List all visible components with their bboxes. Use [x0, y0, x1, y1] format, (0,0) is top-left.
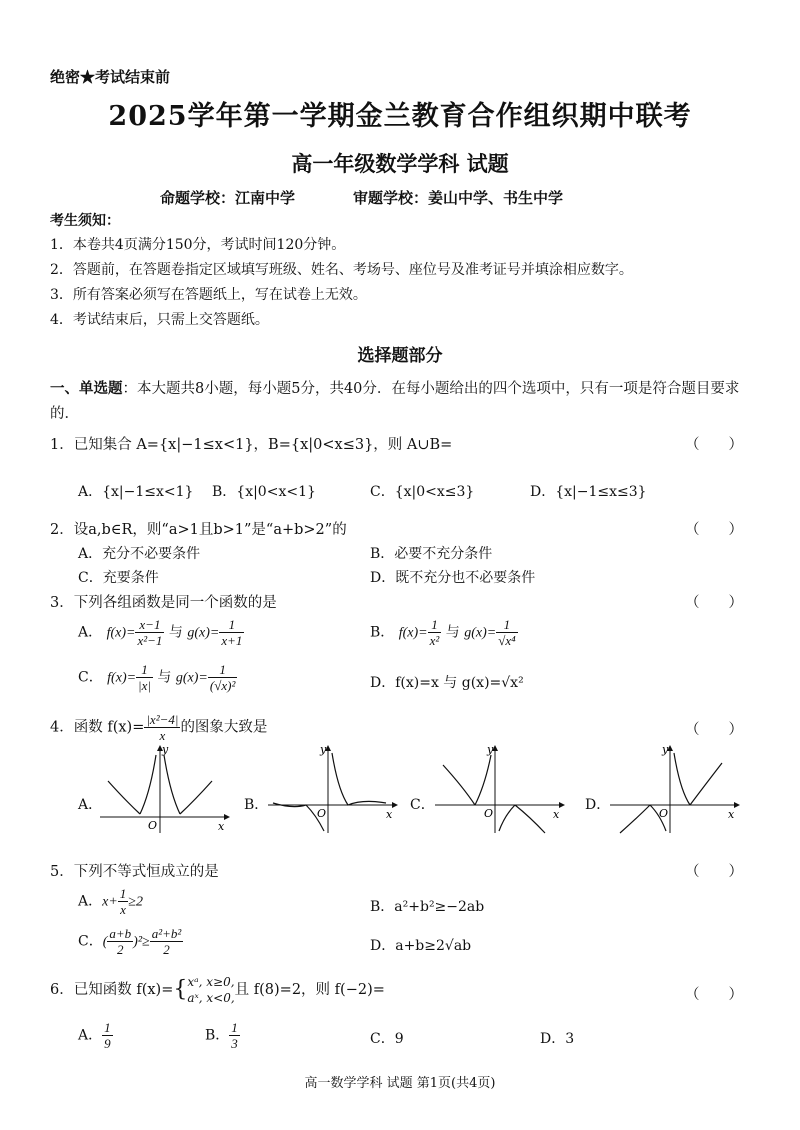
q4-label-c: C．	[410, 797, 435, 813]
notice-item: 2．答题前，在答题卷指定区域填写班级、姓名、考场号、座位号及准考证号并填涂相应数字。	[50, 262, 633, 278]
notice-item: 1．本卷共4页满分150分，考试时间120分钟。	[50, 237, 346, 253]
part-label: 一、单选题	[50, 380, 123, 397]
section-title: 选择题部分	[357, 346, 443, 366]
curve	[164, 755, 180, 814]
x-arrow	[559, 802, 565, 808]
part-intro	[50, 376, 755, 427]
q4-graph-c	[435, 745, 565, 835]
numerator: 1	[231, 1020, 238, 1035]
answer-paren: （ ）	[685, 522, 743, 538]
q1-option-d: D．{x|−1≤x≤3}	[530, 484, 647, 500]
case-2: aˣ, x<0,	[187, 991, 235, 1005]
q3-option-b	[370, 617, 518, 648]
q2-option-c: C．充要条件	[78, 570, 159, 586]
option-label: A．	[78, 893, 103, 910]
denominator: x+1	[221, 633, 243, 648]
q6-option-d: D．3	[540, 1031, 575, 1047]
axis-y-label: y	[162, 745, 169, 756]
axis-x-label: x	[218, 820, 225, 833]
exam-title: 2025学年第一学期金兰教育合作组织期中联考	[108, 101, 692, 132]
q1-option-a: A．{x|−1≤x<1}	[78, 484, 194, 500]
stem-text: 4．函数 f(x)=	[50, 719, 145, 736]
origin-label: O	[484, 807, 494, 820]
conj: 与	[157, 669, 172, 686]
denominator: √x⁴	[498, 633, 516, 648]
math-text: )²≥	[133, 934, 150, 950]
fraction	[150, 926, 184, 957]
curve	[332, 753, 386, 805]
stem-text: 且 f(8)=2，则 f(−2)=	[234, 982, 385, 998]
denominator: x	[159, 728, 166, 743]
case-1: xᵃ, x≥0,	[187, 975, 235, 989]
q6-option-b	[205, 1020, 240, 1051]
fraction	[496, 617, 517, 648]
q1-option-b: B．{x|0<x<1}	[212, 484, 316, 500]
math-text: (	[102, 934, 108, 950]
math-text: f(x)=	[106, 625, 136, 641]
axis-y-label: y	[320, 745, 327, 756]
question-3-stem: 3．下列各组函数是同一个函数的是	[50, 595, 277, 611]
numerator: a+b	[109, 926, 132, 941]
q5-option-a	[78, 886, 143, 917]
origin-label: O	[148, 819, 158, 832]
denominator: x²−1	[137, 633, 163, 648]
axis-x-label: x	[386, 808, 393, 821]
option-label: A．	[78, 624, 103, 641]
numerator: 1	[208, 662, 237, 678]
curve	[690, 763, 722, 805]
fraction	[208, 662, 237, 693]
page-footer: 高一数学学科 试题 第1页(共4页)	[304, 1076, 496, 1091]
option-label: C．	[78, 669, 103, 686]
q2-option-b: B．必要不充分条件	[370, 546, 493, 562]
numerator: 1	[136, 662, 153, 678]
numerator: x−1	[135, 617, 164, 633]
fraction	[102, 1020, 113, 1051]
numerator: 1	[119, 886, 127, 901]
curve	[108, 781, 140, 814]
numerator: 1	[428, 617, 442, 633]
numerator: 1	[496, 617, 517, 633]
stem-text: 的图象大致是	[180, 719, 268, 736]
curve	[443, 765, 475, 805]
option-label: C．	[78, 933, 103, 950]
denominator: 9	[104, 1036, 111, 1051]
axis-y-label: y	[662, 745, 669, 756]
conj: 与	[445, 624, 460, 641]
notice-heading: 考生须知：	[50, 213, 120, 229]
fraction	[144, 712, 180, 743]
stem-text: 6．已知函数 f(x)=	[50, 982, 174, 998]
notice-item: 4．考试结束后，只需上交答题纸。	[50, 312, 269, 328]
x-arrow	[392, 802, 398, 808]
origin-label: O	[659, 807, 669, 820]
fraction	[229, 1020, 240, 1051]
setter-school: 命题学校：江南中学	[160, 189, 296, 207]
question-5-stem: 5．下列不等式恒成立的是	[50, 864, 219, 880]
numerator: 1	[104, 1020, 111, 1035]
q4-graph-d	[610, 745, 740, 835]
school-info	[160, 187, 563, 208]
q2-option-a: A．充分不必要条件	[78, 546, 201, 562]
curve	[674, 753, 690, 805]
math-text: g(x)=	[187, 625, 220, 641]
curve	[140, 755, 156, 814]
q4-label-d: D．	[585, 797, 611, 813]
math-text: g(x)=	[464, 625, 497, 641]
question-1-stem: 1．已知集合 A={x|−1≤x<1}，B={x|0<x≤3}，则 A∪B=	[50, 437, 453, 453]
q5-option-b: B．a²+b²≥−2ab	[370, 899, 485, 915]
denominator: 2	[163, 942, 170, 957]
option-label: A．	[78, 1027, 103, 1044]
numerator: |x²−4|	[146, 712, 179, 727]
denominator: (√x)²	[209, 678, 236, 693]
denominator: 3	[231, 1036, 238, 1051]
math-text: x+	[102, 894, 118, 910]
brace: {	[173, 977, 188, 1002]
denominator: x	[120, 902, 126, 917]
q3-option-a	[78, 617, 244, 648]
q6-option-a	[78, 1020, 113, 1051]
math-text: g(x)=	[175, 670, 208, 686]
axis-x-label: x	[553, 808, 560, 821]
question-6-stem	[50, 973, 385, 1007]
q5-option-d: D．a+b≥2√ab	[370, 938, 472, 954]
denominator: x²	[429, 633, 440, 648]
question-2-stem: 2．设a,b∈R，则“a>1且b>1”是“a+b>2”的	[50, 522, 347, 538]
q2-option-d: D．既不充分也不必要条件	[370, 570, 536, 586]
curve	[515, 805, 545, 833]
axis-y-label: y	[487, 745, 494, 756]
answer-paren: （ ）	[685, 437, 743, 453]
curve	[499, 805, 515, 831]
q1-option-c: C．{x|0<x≤3}	[370, 484, 475, 500]
answer-paren: （ ）	[685, 987, 743, 1003]
q4-graph-a	[100, 745, 230, 835]
fraction	[107, 926, 133, 957]
notice-item: 3．所有答案必须写在答题纸上，写在试卷上无效。	[50, 287, 367, 303]
axis-x-label: x	[728, 808, 735, 821]
conj: 与	[168, 624, 183, 641]
q4-label-b: B．	[244, 797, 269, 813]
confidential-mark: 绝密★考试结束前	[50, 68, 171, 86]
fraction	[118, 886, 129, 917]
q4-label-a: A．	[78, 797, 103, 813]
q5-option-c	[78, 926, 183, 957]
q6-option-c: C．9	[370, 1031, 404, 1047]
origin-label: O	[317, 807, 327, 820]
fraction	[136, 662, 153, 693]
q4-graph-b	[268, 745, 398, 835]
fraction	[219, 617, 244, 648]
option-label: B．	[205, 1027, 230, 1044]
x-arrow	[734, 802, 740, 808]
option-label: B．	[370, 624, 395, 641]
curve	[620, 805, 650, 833]
answer-paren: （ ）	[685, 722, 743, 738]
q3-option-c	[78, 662, 237, 693]
numerator: 1	[219, 617, 244, 633]
question-4-stem	[50, 712, 267, 743]
math-text: f(x)=	[398, 625, 428, 641]
curve	[180, 781, 212, 814]
fraction	[428, 617, 442, 648]
piecewise-cases	[187, 974, 234, 1006]
answer-paren: （ ）	[685, 595, 743, 611]
exam-subtitle: 高一年级数学学科 试题	[291, 151, 509, 176]
reviewer-school: 审题学校：姜山中学、书生中学	[353, 189, 564, 207]
x-arrow	[224, 814, 230, 820]
numerator: a²+b²	[151, 926, 182, 941]
denominator: |x|	[138, 678, 151, 693]
answer-paren: （ ）	[685, 864, 743, 880]
curve	[475, 755, 491, 805]
q3-option-d: D．f(x)=x 与 g(x)=√x²	[370, 675, 524, 691]
fraction	[135, 617, 164, 648]
math-text: f(x)=	[107, 670, 137, 686]
math-text: ≥2	[128, 894, 143, 910]
part-text: ：本大题共8小题，每小题5分，共40分．在每小题给出的四个选项中，只有一项是符合题目要求的．	[50, 381, 740, 422]
denominator: 2	[117, 942, 124, 957]
